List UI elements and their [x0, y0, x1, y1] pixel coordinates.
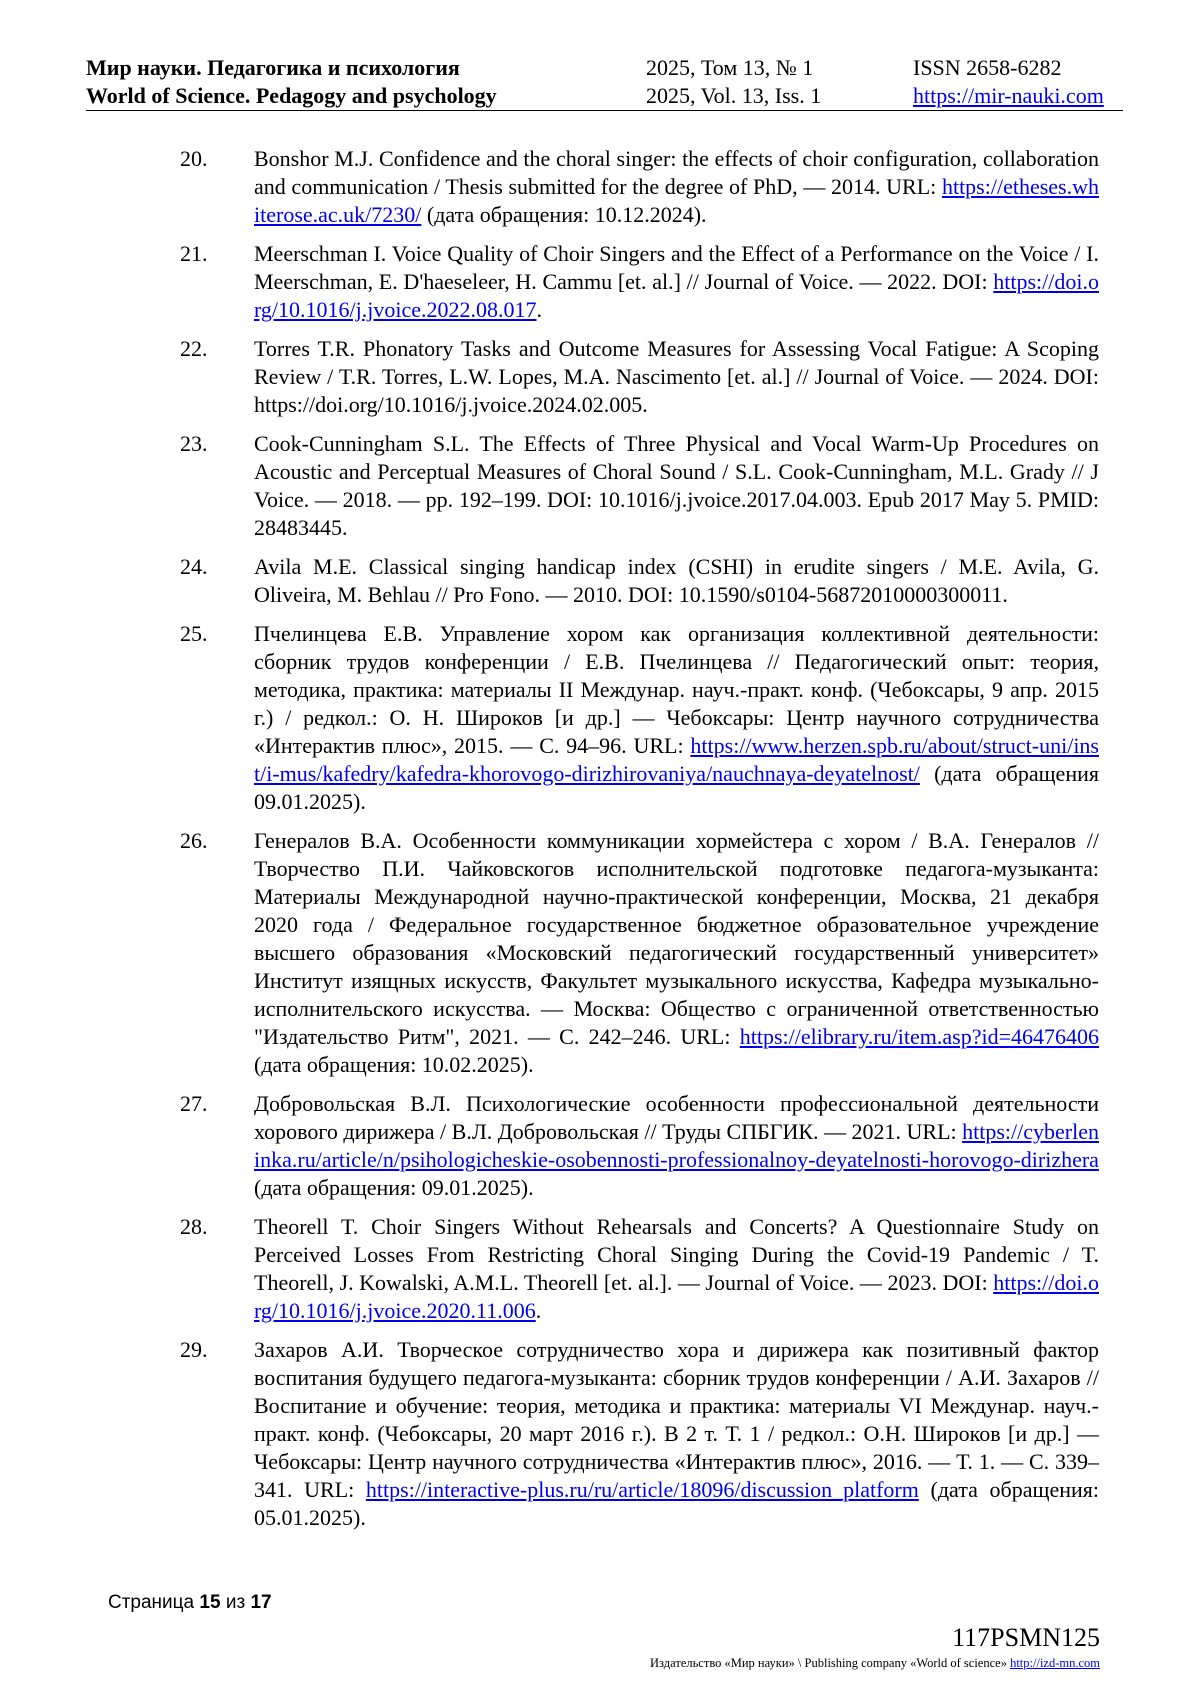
issue-info — [646, 54, 821, 110]
reference-number: 24. — [180, 554, 208, 579]
journal-site-link[interactable]: https://mir-nauki.com — [913, 83, 1104, 108]
reference-body: Добровольская В.Л. Психологические особенности профессиональной деятельности хорового дирижера / В.Л. Добровольская // Труды СПБГИК. — 2021. URL: — [254, 1091, 1099, 1144]
issue-info-en: 2025, Vol. 13, Iss. 1 — [646, 83, 822, 108]
reference-tail: (дата обращения: 09.01.2025). — [254, 1175, 534, 1200]
reference-number: 28. — [180, 1214, 208, 1239]
reference-number: 21. — [180, 241, 208, 266]
article-code: 117PSMN125 — [952, 1623, 1100, 1652]
reference-tail: (дата обращения: 10.12.2024). — [421, 202, 707, 227]
reference-body: Torres T.R. Phonatory Tasks and Outcome Measures for Assessing Vocal Fatigue: A Scoping Review / T.R. Torres, L.W. Lopes, M.A. Nascimento [et. al.] // Journal of Voice. — 2024. DOI: https://doi.org/10.1016/j.jvoice.2024.02.005. — [254, 336, 1099, 417]
reference-body: Meerschman I. Voice Quality of Choir Singers and the Effect of a Performance on the Voice / I. Meerschman, E. D'haeseleer, H. Cammu [et. al.] // Journal of Voice. — 2022. DOI: — [254, 241, 1099, 294]
reference-body: Theorell T. Choir Singers Without Rehearsals and Concerts? A Questionnaire Study on Perceived Losses From Restricting Choral Singing During the Covid-19 Pandemic / T. Theorell, J. Kowalski, A.M.L. Theorell [et. al.]. — Journal of Voice. — 2023. DOI: — [254, 1214, 1099, 1295]
journal-title-ru: Мир науки. Педагогика и психология — [86, 55, 460, 80]
reference-number: 27. — [180, 1091, 208, 1116]
reference-text — [254, 145, 1099, 229]
reference-tail: (дата обращения: 05.01.2025). — [254, 1477, 1099, 1530]
reference-tail: (дата обращения 09.01.2025). — [254, 761, 1099, 814]
reference-body: Захаров А.И. Творческое сотрудничество хора и дирижера как позитивный фактор воспитания будущего педагога-музыканта: сборник трудов конференции / А.И. Захаров // Воспитание и обучение: теория, методика и практика: материалы VI Междунар. науч.-практ. конф. (Чебоксары, 20 март 2016 г.). В 2 т. Т. 1 / редкол.: О.Н. Широков [и др.] — Чебоксары: Центр научного сотрудничества «Интерактив плюс», 2016. — Т. 1. — С. 339–341. URL: — [254, 1337, 1099, 1502]
reference-text — [254, 430, 1099, 542]
reference-item — [86, 827, 1099, 1079]
page-header — [86, 54, 1123, 111]
page-current: 15 — [199, 1592, 221, 1613]
reference-text — [254, 1090, 1099, 1202]
journal-title-en: World of Science. Pedagogy and psychology — [86, 83, 497, 108]
reference-item — [86, 430, 1099, 542]
reference-text — [254, 335, 1099, 419]
journal-title — [86, 54, 497, 110]
reference-number: 25. — [180, 621, 208, 646]
reference-link[interactable]: https://doi.org/10.1016/j.jvoice.2020.11.006 — [254, 1270, 1099, 1323]
reference-body: Bonshor M.J. Confidence and the choral singer: the effects of choir configuration, collaboration and communication / Thesis submitted for the degree of PhD, — 2014. URL: — [254, 146, 1099, 199]
publisher-text: Издательство «Мир науки» \ Publishing company «World of science» — [650, 1656, 1007, 1670]
issn-number: ISSN 2658-6282 — [913, 55, 1062, 80]
reference-item — [86, 145, 1099, 229]
reference-number: 26. — [180, 828, 208, 853]
reference-body: Cook-Cunningham S.L. The Effects of Three Physical and Vocal Warm-Up Procedures on Acoustic and Perceptual Measures of Choral Sound / S.L. Cook-Cunningham, M.L. Grady // J Voice. — 2018. — pp. 192–199. DOI: 10.1016/j.jvoice.2017.04.003. Epub 2017 May 5. PMID: 28483445. — [254, 431, 1099, 540]
reference-text — [254, 553, 1099, 609]
page-of: из — [225, 1592, 246, 1613]
publisher-link[interactable]: http://izd-mn.com — [1010, 1656, 1100, 1670]
reference-link[interactable]: https://cyberleninka.ru/article/n/psihologicheskie-osobennosti-professionalnoy-deyatelnosti-horovogo-dirizhera — [254, 1119, 1099, 1172]
reference-number: 23. — [180, 431, 208, 456]
reference-number: 22. — [180, 336, 208, 361]
reference-list — [86, 145, 1099, 1543]
reference-number: 20. — [180, 146, 208, 171]
reference-item — [86, 1090, 1099, 1202]
reference-item — [86, 1213, 1099, 1325]
reference-item — [86, 335, 1099, 419]
issn-block — [913, 54, 1104, 110]
publisher-line — [650, 1656, 1100, 1671]
issue-info-ru: 2025, Том 13, № 1 — [646, 55, 814, 80]
reference-item — [86, 1336, 1099, 1532]
page-total: 17 — [250, 1592, 272, 1613]
reference-tail: (дата обращения: 10.02.2025). — [254, 1052, 534, 1077]
reference-link[interactable]: https://elibrary.ru/item.asp?id=46476406 — [739, 1024, 1099, 1049]
reference-body: Пчелинцева Е.В. Управление хором как организация коллективной деятельности: сборник трудов конференции / Е.В. Пчелинцева // Педагогический опыт: теория, методика, практика: материалы II Междунар. науч.-практ. конф. (Чебоксары, 9 апр. 2015 г.) / редкол.: О. Н. Широков [и др.] — Чебоксары: Центр научного сотрудничества «Интерактив плюс», 2015. — С. 94–96. URL: — [254, 621, 1099, 758]
reference-tail: . — [535, 1298, 542, 1323]
page-counter — [108, 1592, 272, 1614]
reference-text — [254, 1336, 1099, 1532]
reference-text — [254, 620, 1099, 816]
reference-body: Генералов В.А. Особенности коммуникации хормейстера с хором / В.А. Генералов // Творчество П.И. Чайковскогов исполнительской подготовке педагога-музыканта: Материалы Международной научно-практической конференции, Москва, 21 декабря 2020 года / Федеральное государственное бюджетное образовательное учреждение высшего образования «Московский педагогический государственный университет» Институт изящных искусств, Факультет музыкального искусства, Кафедра музыкально-исполнительского искусства. — Москва: Общество с ограниченной ответственностью "Издательство Ритм", 2021. — С. 242–246. URL: — [254, 828, 1099, 1049]
reference-item — [86, 240, 1099, 324]
page-word: Страница — [108, 1592, 195, 1613]
reference-item — [86, 553, 1099, 609]
reference-number: 29. — [180, 1337, 208, 1362]
reference-tail: . — [536, 297, 543, 322]
reference-text — [254, 240, 1099, 324]
reference-body: Avila M.E. Classical singing handicap index (CSHI) in erudite singers / M.E. Avila, G. Oliveira, M. Behlau // Pro Fono. — 2010. DOI: 10.1590/s0104-56872010000300011. — [254, 554, 1099, 607]
reference-link[interactable]: https://etheses.whiterose.ac.uk/7230/ — [254, 174, 1099, 227]
reference-link[interactable]: https://www.herzen.spb.ru/about/struct-uni/inst/i-mus/kafedry/kafedra-khorovogo-dirizhirovaniya/nauchnaya-deyatelnost/ — [254, 733, 1099, 786]
reference-link[interactable]: https://doi.org/10.1016/j.jvoice.2022.08.017 — [254, 269, 1099, 322]
reference-text — [254, 1213, 1099, 1325]
reference-item — [86, 620, 1099, 816]
reference-link[interactable]: https://interactive-plus.ru/ru/article/18096/discussion_platform — [365, 1477, 919, 1502]
reference-text — [254, 827, 1099, 1079]
